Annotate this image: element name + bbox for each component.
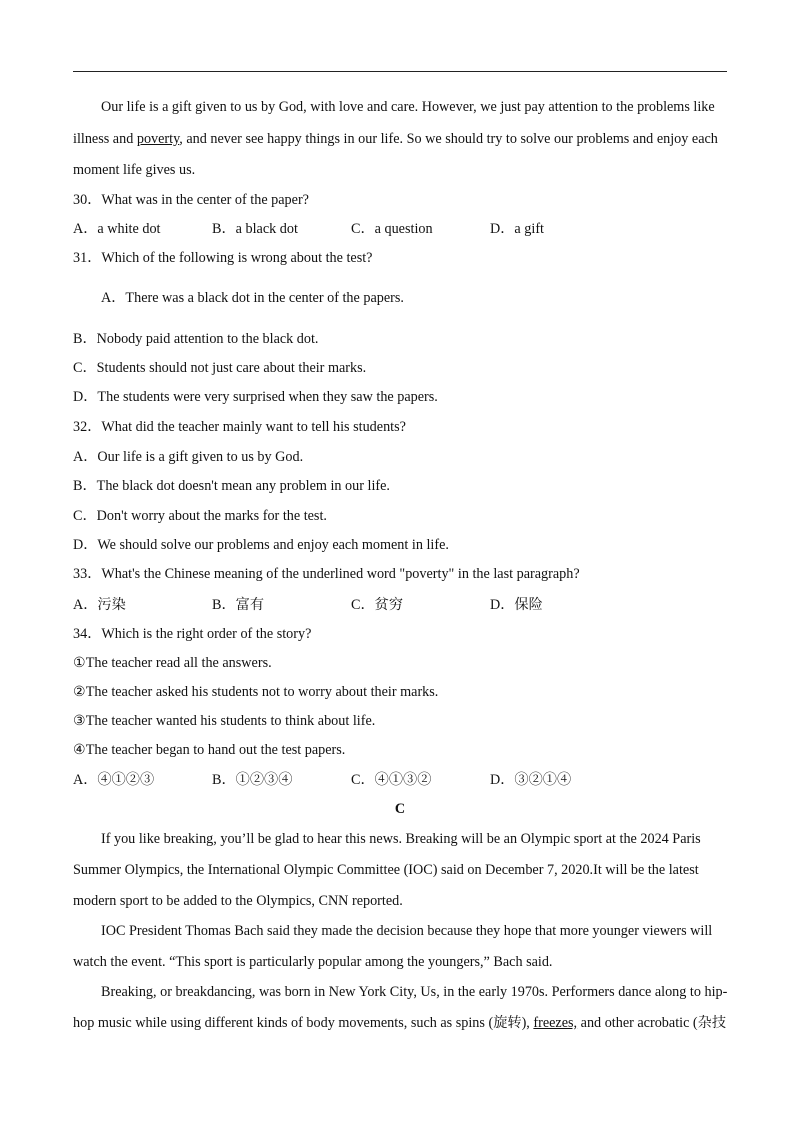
passage-line: If you like breaking, you’ll be glad to hear this news. Breaking will be an Olympic sport at the 2024 Paris <box>101 831 701 847</box>
question-33-stem: 33．What's the Chinese meaning of the underlined word "poverty" in the last paragraph? <box>73 566 580 582</box>
q31-option-d: D．The students were very surprised when they saw the papers. <box>73 389 438 405</box>
passage-line: watch the event. “This sport is particularly popular among the youngers,” Bach said. <box>73 954 553 970</box>
passage-line: modern sport to be added to the Olympics, CNN reported. <box>73 893 403 909</box>
passage-text: and other acrobatic (杂技 <box>577 1015 727 1031</box>
passage-text: , and never see happy things in our life. So we should try to solve our problems and enjoy each <box>179 131 718 147</box>
question-34-stem: 34．Which is the right order of the story? <box>73 626 312 642</box>
passage-line <box>73 1014 726 1032</box>
passage-line: Summer Olympics, the International Olympic Committee (IOC) said on December 7, 2020.It will be the latest <box>73 862 699 878</box>
q31-option-c: C．Students should not just care about their marks. <box>73 360 367 376</box>
section-c-heading: C <box>394 801 406 817</box>
passage-line <box>73 130 718 148</box>
q34-item-2: ②The teacher asked his students not to worry about their marks. <box>73 684 439 700</box>
q30-option-d: D．a gift <box>490 221 544 237</box>
q33-option-d: D．保险 <box>490 597 543 613</box>
q30-option-b: B．a black dot <box>212 221 298 237</box>
question-30-stem: 30．What was in the center of the paper? <box>73 192 309 208</box>
q34-option-a: A．④①②③ <box>73 772 155 788</box>
question-31-stem: 31．Which of the following is wrong about the test? <box>73 250 373 266</box>
underlined-word-freezes: freezes, <box>533 1015 578 1031</box>
q32-option-a: A．Our life is a gift given to us by God. <box>73 449 304 465</box>
q32-option-b: B．The black dot doesn't mean any problem in our life. <box>73 478 390 494</box>
q33-option-a: A．污染 <box>73 597 126 613</box>
passage-line: Our life is a gift given to us by God, with love and care. However, we just pay attention to the problems like <box>101 99 715 115</box>
q32-option-d: D．We should solve our problems and enjoy each moment in life. <box>73 537 449 553</box>
question-32-stem: 32．What did the teacher mainly want to tell his students? <box>73 419 406 435</box>
q33-option-c: C．贫穷 <box>351 597 404 613</box>
q34-item-3: ③The teacher wanted his students to think about life. <box>73 713 376 729</box>
q34-option-d: D．③②①④ <box>490 772 572 788</box>
q32-option-c: C．Don't worry about the marks for the test. <box>73 508 327 524</box>
q34-option-c: C．④①③② <box>351 772 432 788</box>
q34-option-b: B．①②③④ <box>212 772 293 788</box>
passage-line: moment life gives us. <box>73 162 196 178</box>
underlined-word-poverty: poverty <box>136 131 180 147</box>
passage-text: illness and <box>73 131 137 147</box>
q31-option-b: B．Nobody paid attention to the black dot. <box>73 331 319 347</box>
q33-option-b: B．富有 <box>212 597 265 613</box>
header-rule <box>73 71 727 72</box>
q34-item-4: ④The teacher began to hand out the test papers. <box>73 742 346 758</box>
q30-option-c: C．a question <box>351 221 433 237</box>
q30-option-a: A．a white dot <box>73 221 161 237</box>
passage-line: IOC President Thomas Bach said they made the decision because they hope that more younger viewers will <box>101 923 713 939</box>
passage-text: hop music while using different kinds of body movements, such as spins (旋转), <box>73 1015 534 1031</box>
passage-line: Breaking, or breakdancing, was born in New York City, Us, in the early 1970s. Performers dance along to hip- <box>101 984 728 1000</box>
q31-option-a: A．There was a black dot in the center of the papers. <box>101 290 404 306</box>
q34-item-1: ①The teacher read all the answers. <box>73 655 272 671</box>
